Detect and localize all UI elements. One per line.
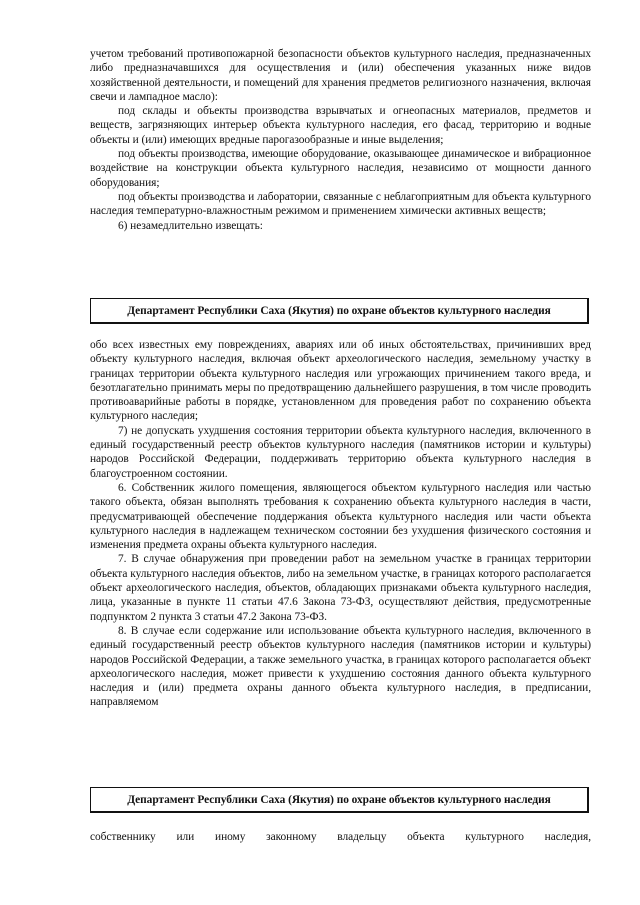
paragraph: под склады и объекты производства взрывчатых и огнеопасных материалов, предметов и веществ, загрязняющих интерьер объекта культурного наследия, его фасад, территорию и водные объекты и (или) имеющих вредные парогазообразные и иные выделения; — [90, 105, 591, 146]
paragraph: под объекты производства и лаборатории, связанные с неблагоприятным для объекта культурного наследия температурно-влажностным режимом и применением химически активных веществ; — [90, 190, 591, 218]
paragraph: под объекты производства, имеющие оборудование, оказывающее динамическое и вибрационное воздействие на конструкции объекта культурного наследия, независимо от мощности данного оборудования; — [90, 148, 591, 189]
paragraph: учетом требований противопожарной безопасности объектов культурного наследия, предназначенных либо предназначавшихся для осуществления и (или) обеспечения указанных ниже видов хозяйственной деятельности, и помещений для хранения предметов религиозного назначения, включая свечи и лампадное масло): — [90, 48, 591, 103]
department-banner-top — [90, 298, 589, 324]
text-block-bottom — [90, 830, 591, 844]
paragraph: 7) не допускать ухудшения состояния территории объекта культурного наследия, включенного в единый государственный реестр объектов культурного наследия (памятников истории и культуры) народов Российской Федерации, поддерживать территорию объекта культурного наследия в благоустроенном состоянии. — [90, 424, 591, 480]
banner-text: Департамент Республики Саха (Якутия) по охране объектов культурного наследия — [127, 304, 551, 317]
paragraph: 6) незамедлительно извещать: — [118, 219, 263, 232]
paragraph: 6. Собственник жилого помещения, являющегося объектом культурного наследия или частью такого объекта, обязан выполнять требования к сохранению объекта культурного наследия в части, предусматривающей обеспечение поддержания объекта культурного наследия или части объекта культурного наследия в надлежащем техническом состоянии без ухудшения физического состояния и изменения предмета охраны объекта культурного наследия. — [90, 481, 591, 552]
paragraph: обо всех известных ему повреждениях, авариях или об иных обстоятельствах, причинивших вред объекту культурного наследия, включая объект археологического наследия, земельному участку в границах территории объекта культурного наследия или угрожающих причинением такого вреда, и безотлагательно принимать меры по предотвращению дальнейшего разрушения, в том числе проводить противоаварийные работы в порядке, установленном для проведения работ по сохранению объекта культурного наследия; — [90, 339, 591, 423]
paragraph: 7. В случае обнаружения при проведении работ на земельном участке в границах территории объекта культурного наследия объектов, либо на земельном участке, в границах которого располагается объект археологического наследия, объектов, обладающих признаками объекта культурного наследия, лица, указанные в пункте 11 статьи 47.6 Закона 73-ФЗ, осуществляют действия, предусмотренные подпунктом 2 пункта 3 статьи 47.2 Закона 73-ФЗ. — [90, 553, 591, 623]
paragraph: собственнику или иному законному владельцу объекта культурного наследия, — [90, 831, 591, 843]
paragraph: 8. В случае если содержание или использование объекта культурного наследия, включенного в единый государственный реестр объектов культурного наследия (памятников истории и культуры) народов Российской Федерации, а также земельного участка, в границах которого располагается объект археологического наследия, может привести к ухудшению состояния данного объекта культурного наследия и (или) предмета охраны данного объекта культурного наследия, в предписании, направляемом — [90, 624, 591, 709]
banner-text: Департамент Республики Саха (Якутия) по охране объектов культурного наследия — [127, 793, 551, 806]
department-banner-bottom — [90, 787, 589, 813]
text-block-top — [90, 47, 591, 233]
text-block-middle — [90, 338, 591, 710]
